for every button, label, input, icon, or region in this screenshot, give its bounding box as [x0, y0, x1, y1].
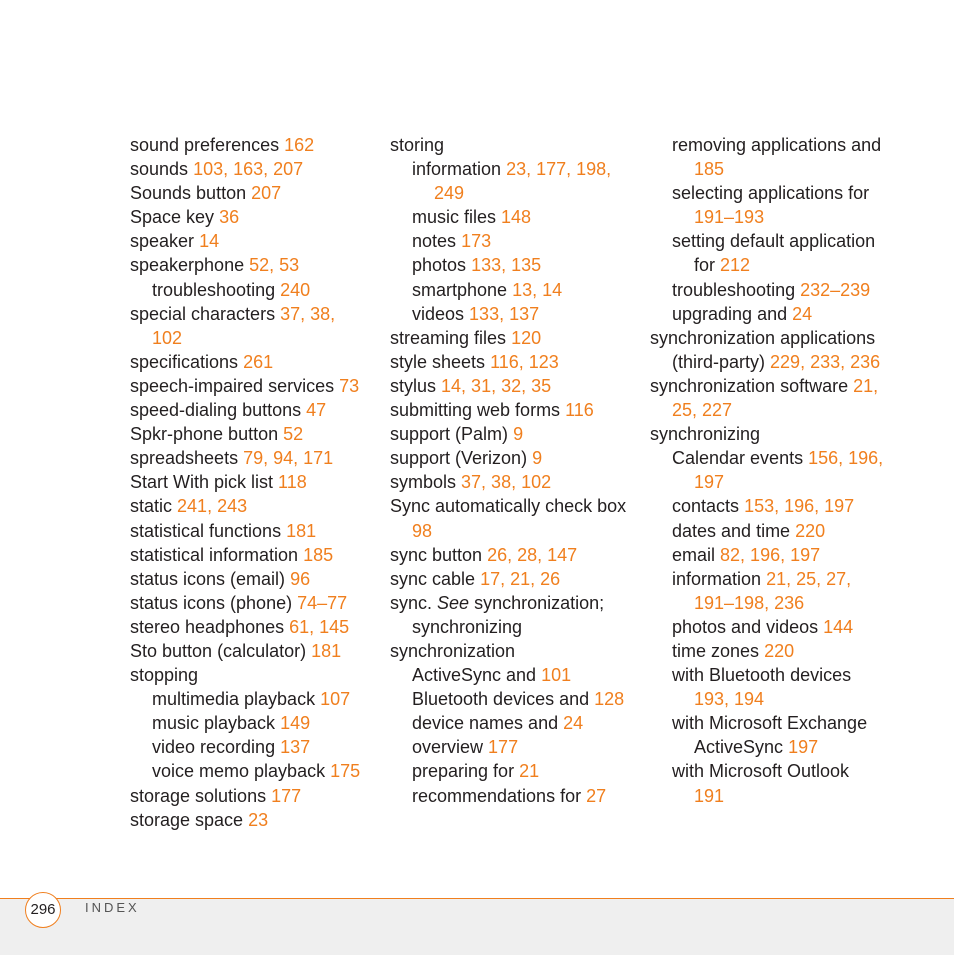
index-entry [130, 133, 380, 157]
index-entry [650, 157, 930, 181]
index-column-3 [650, 133, 930, 808]
index-entry [390, 494, 640, 518]
index-entry [390, 229, 640, 253]
page-reference[interactable]: 153, 196, 197 [744, 496, 855, 517]
index-entry [130, 687, 380, 711]
page-reference[interactable]: 249 [434, 183, 465, 204]
entry-term: streaming files [390, 327, 507, 348]
entry-term: Space key [130, 207, 215, 228]
index-entry [650, 253, 930, 277]
index-entry [390, 398, 640, 422]
index-entry [650, 470, 930, 494]
index-entry [130, 494, 380, 518]
index-entry [650, 350, 930, 374]
index-entry [390, 663, 640, 687]
entry-term: style sheets [390, 351, 486, 372]
entry-term: stopping [130, 665, 199, 686]
entry-term: overview [412, 737, 484, 758]
index-entry [650, 759, 930, 783]
index-entry [650, 639, 930, 663]
page-reference[interactable]: 212 [720, 255, 751, 276]
index-entry [650, 422, 930, 446]
entry-term: ActiveSync and [412, 665, 537, 686]
entry-term: sounds [130, 159, 189, 180]
entry-term: photos and videos [672, 616, 819, 637]
entry-term: time zones [672, 640, 760, 661]
index-entry [130, 278, 380, 302]
entry-term: special characters [130, 303, 276, 324]
entry-term: synchronizing [412, 616, 523, 637]
index-column-1 [130, 133, 380, 832]
page-reference[interactable]: 61, 145 [289, 616, 350, 637]
page-reference[interactable]: 162 [284, 135, 315, 155]
index-entry [650, 205, 930, 229]
entry-term: speakerphone [130, 255, 245, 276]
page-reference[interactable]: 52, 53 [249, 255, 300, 276]
index-entry [650, 446, 930, 470]
page-reference[interactable]: 27 [586, 785, 607, 806]
entry-term: storage solutions [130, 785, 267, 806]
index-entry [390, 278, 640, 302]
entry-term: information [412, 159, 502, 180]
page-reference[interactable]: 120 [511, 327, 542, 348]
entry-term: Sounds button [130, 183, 247, 204]
index-entry [390, 326, 640, 350]
entry-term: smartphone [412, 279, 508, 300]
page-reference[interactable]: 207 [251, 183, 282, 204]
page-reference[interactable]: 116, 123 [490, 351, 559, 372]
entry-term: Spkr-phone button [130, 424, 279, 445]
index-entry [390, 639, 640, 663]
index-entry [650, 543, 930, 567]
index-entry [650, 398, 930, 422]
entry-term: music playback [152, 713, 276, 734]
page-reference[interactable]: 232–239 [800, 279, 871, 300]
page-reference[interactable]: 137 [280, 737, 311, 758]
entry-term: voice memo playback [152, 761, 326, 782]
entry-term: sound preferences [130, 135, 280, 155]
page-reference[interactable]: 9 [513, 424, 524, 445]
index-entry [650, 326, 930, 350]
index-entry [130, 398, 380, 422]
page-reference[interactable]: 128 [594, 689, 625, 710]
entry-term: videos [412, 303, 465, 324]
index-entry [650, 494, 930, 518]
index-entry [390, 205, 640, 229]
page-reference[interactable]: 102 [152, 327, 183, 348]
page-reference[interactable]: 52 [283, 424, 304, 445]
page-reference[interactable]: 26, 28, 147 [487, 544, 578, 565]
page-reference[interactable]: 173 [461, 231, 492, 252]
entry-term: troubleshooting [672, 279, 796, 300]
entry-term: Sync automatically check box [390, 496, 627, 517]
page-reference[interactable]: 193, 194 [694, 689, 765, 710]
entry-term: music files [412, 207, 497, 228]
index-entry [130, 446, 380, 470]
page-reference[interactable]: 185 [694, 159, 725, 180]
entry-term: synchronization; [474, 592, 605, 613]
entry-term: Start With pick list [130, 472, 274, 493]
index-entry [390, 735, 640, 759]
entry-term: sync cable [390, 568, 476, 589]
index-entry [390, 302, 640, 326]
index-entry [390, 157, 640, 181]
entry-term: for [694, 255, 716, 276]
page-reference[interactable]: 74–77 [297, 592, 348, 613]
index-entry [130, 470, 380, 494]
page-reference[interactable]: 14 [199, 231, 220, 252]
index-entry [130, 784, 380, 808]
index-entry [130, 229, 380, 253]
entry-term: with Microsoft Outlook [672, 761, 850, 782]
index-entry [390, 422, 640, 446]
index-entry [650, 302, 930, 326]
index-entry [650, 278, 930, 302]
index-entry [650, 181, 930, 205]
page-reference[interactable]: 133, 135 [471, 255, 542, 276]
index-entry [130, 519, 380, 543]
page-reference[interactable]: 21, [853, 375, 879, 396]
index-entry [650, 784, 930, 808]
entry-term: photos [412, 255, 467, 276]
page-reference[interactable]: 23, 177, 198, [506, 159, 612, 180]
entry-term: static [130, 496, 173, 517]
index-entry [130, 302, 380, 326]
index-entry [130, 157, 380, 181]
index-entry [390, 374, 640, 398]
page-reference[interactable]: 24 [792, 303, 813, 324]
entry-term: symbols [390, 472, 457, 493]
index-entry [390, 181, 640, 205]
see-reference: See [437, 592, 470, 613]
page-reference[interactable]: 107 [320, 689, 351, 710]
page-reference[interactable]: 98 [412, 520, 433, 541]
index-entry [130, 591, 380, 615]
page-reference[interactable]: 191–193 [694, 207, 765, 228]
entry-term: removing applications and [672, 135, 882, 155]
index-entry [390, 253, 640, 277]
page-reference[interactable]: 103, 163, 207 [193, 159, 304, 180]
entry-term: (third-party) [672, 351, 766, 372]
entry-term: speech-impaired services [130, 375, 335, 396]
index-entry [130, 374, 380, 398]
entry-term: notes [412, 231, 457, 252]
page-reference[interactable]: 17, 21, 26 [480, 568, 561, 589]
entry-term: selecting applications for [672, 183, 870, 204]
index-entry [130, 808, 380, 832]
page-reference[interactable]: 118 [278, 472, 307, 493]
entry-term: status icons (email) [130, 568, 286, 589]
page-number: 296 [25, 892, 61, 928]
index-entry [650, 711, 930, 735]
page-reference[interactable]: 21 [519, 761, 540, 782]
page-reference[interactable]: 229, 233, 236 [770, 351, 881, 372]
entry-term: stylus [390, 375, 437, 396]
entry-term: Calendar events [672, 448, 804, 469]
page-reference[interactable]: 149 [280, 713, 311, 734]
entry-term: preparing for [412, 761, 515, 782]
index-entry [650, 663, 930, 687]
index-entry [650, 519, 930, 543]
index-entry [390, 687, 640, 711]
page-reference[interactable]: 156, 196, [808, 448, 884, 469]
entry-term: contacts [672, 496, 740, 517]
entry-term: statistical functions [130, 520, 282, 541]
entry-term: specifications [130, 351, 239, 372]
index-entry [130, 615, 380, 639]
entry-term: status icons (phone) [130, 592, 293, 613]
entry-term: with Bluetooth devices [672, 665, 852, 686]
page-reference[interactable]: 82, 196, 197 [720, 544, 821, 565]
page-reference[interactable]: 47 [306, 400, 327, 421]
entry-term: speaker [130, 231, 195, 252]
page-reference[interactable]: 220 [795, 520, 826, 541]
entry-term: Bluetooth devices and [412, 689, 590, 710]
index-entry [390, 350, 640, 374]
index-entry [390, 711, 640, 735]
entry-term: synchronizing [650, 424, 761, 445]
entry-term: speed-dialing buttons [130, 400, 302, 421]
index-entry [390, 470, 640, 494]
index-entry [650, 735, 930, 759]
page-reference[interactable]: 133, 137 [469, 303, 540, 324]
index-entry [650, 229, 930, 253]
entry-term: multimedia playback [152, 689, 316, 710]
entry-term: submitting web forms [390, 400, 561, 421]
page-reference[interactable]: 37, 38, 102 [461, 472, 552, 493]
entry-term: support (Verizon) [390, 448, 528, 469]
page-reference[interactable]: 36 [219, 207, 240, 228]
index-entry [650, 591, 930, 615]
entry-term: synchronization applications [650, 327, 876, 348]
entry-term: synchronization [390, 640, 516, 661]
page-reference[interactable]: 25, 227 [672, 400, 733, 421]
entry-term: support (Palm) [390, 424, 509, 445]
index-entry [130, 567, 380, 591]
page-reference[interactable]: 14, 31, 32, 35 [441, 375, 552, 396]
page-reference[interactable]: 23 [248, 809, 269, 830]
entry-term: sync. [390, 592, 433, 613]
entry-term: information [672, 568, 762, 589]
index-entry [130, 326, 380, 350]
entry-term: spreadsheets [130, 448, 239, 469]
entry-term: sync button [390, 544, 483, 565]
index-entry [390, 784, 640, 808]
page-reference[interactable]: 116 [565, 400, 594, 421]
index-entry [650, 567, 930, 591]
page-reference[interactable]: 220 [764, 640, 795, 661]
index-entry [130, 422, 380, 446]
index-entry [650, 615, 930, 639]
entry-term: dates and time [672, 520, 791, 541]
index-entry [130, 711, 380, 735]
entry-term: storage space [130, 809, 244, 830]
entry-term: storing [390, 135, 445, 155]
entry-term: upgrading and [672, 303, 788, 324]
index-column-2 [390, 133, 640, 808]
page-reference[interactable]: 191–198, 236 [694, 592, 805, 613]
page-reference[interactable]: 197 [694, 472, 725, 493]
entry-term: with Microsoft Exchange [672, 713, 868, 734]
page-reference[interactable]: 181 [286, 520, 317, 541]
entry-term: setting default application [672, 231, 876, 252]
index-entry [130, 639, 380, 663]
index-entry [390, 615, 640, 639]
index-entry [130, 205, 380, 229]
index-entry [390, 519, 640, 543]
index-entry [390, 543, 640, 567]
entry-term: video recording [152, 737, 276, 758]
page-reference[interactable]: 101 [541, 665, 572, 686]
page-reference[interactable]: 24 [563, 713, 584, 734]
entry-term: synchronization software [650, 375, 849, 396]
footer-band [0, 898, 954, 955]
index-entry [130, 253, 380, 277]
entry-term: device names and [412, 713, 559, 734]
entry-term: Sto button (calculator) [130, 640, 307, 661]
page-reference[interactable]: 240 [280, 279, 311, 300]
index-entry [130, 759, 380, 783]
page-reference[interactable]: 175 [330, 761, 361, 782]
page-reference[interactable]: 144 [823, 616, 854, 637]
index-entry [390, 133, 640, 157]
page-reference[interactable]: 96 [290, 568, 311, 589]
page-reference[interactable]: 73 [339, 375, 360, 396]
entry-term: email [672, 544, 716, 565]
page-reference[interactable]: 177 [488, 737, 519, 758]
page-reference[interactable]: 181 [311, 640, 342, 661]
page-reference[interactable]: 9 [532, 448, 543, 469]
index-entry [130, 181, 380, 205]
index-entry [130, 543, 380, 567]
page-reference[interactable]: 261 [243, 351, 274, 372]
entry-term: troubleshooting [152, 279, 276, 300]
entry-term: recommendations for [412, 785, 582, 806]
index-entry [130, 735, 380, 759]
page-reference[interactable]: 37, 38, [280, 303, 336, 324]
index-entry [390, 567, 640, 591]
index-entry [130, 663, 380, 687]
index-entry [650, 374, 930, 398]
index-entry [390, 759, 640, 783]
page-reference[interactable]: 79, 94, 171 [243, 448, 334, 469]
page-reference[interactable]: 13, 14 [512, 279, 563, 300]
page-reference[interactable]: 21, 25, 27, [766, 568, 852, 589]
section-title: INDEX [85, 900, 140, 915]
page-reference[interactable]: 177 [271, 785, 302, 806]
index-entry [650, 687, 930, 711]
index-entry [130, 350, 380, 374]
entry-term: stereo headphones [130, 616, 285, 637]
page-reference[interactable]: 241, 243 [177, 496, 248, 517]
page-reference[interactable]: 197 [788, 737, 819, 758]
index-entry [650, 133, 930, 157]
index-entry [390, 446, 640, 470]
entry-term: ActiveSync [694, 737, 784, 758]
page-reference[interactable]: 185 [303, 544, 334, 565]
index-entry [390, 591, 640, 615]
page-reference[interactable]: 148 [501, 207, 532, 228]
entry-term: statistical information [130, 544, 299, 565]
page-reference[interactable]: 191 [694, 785, 725, 806]
